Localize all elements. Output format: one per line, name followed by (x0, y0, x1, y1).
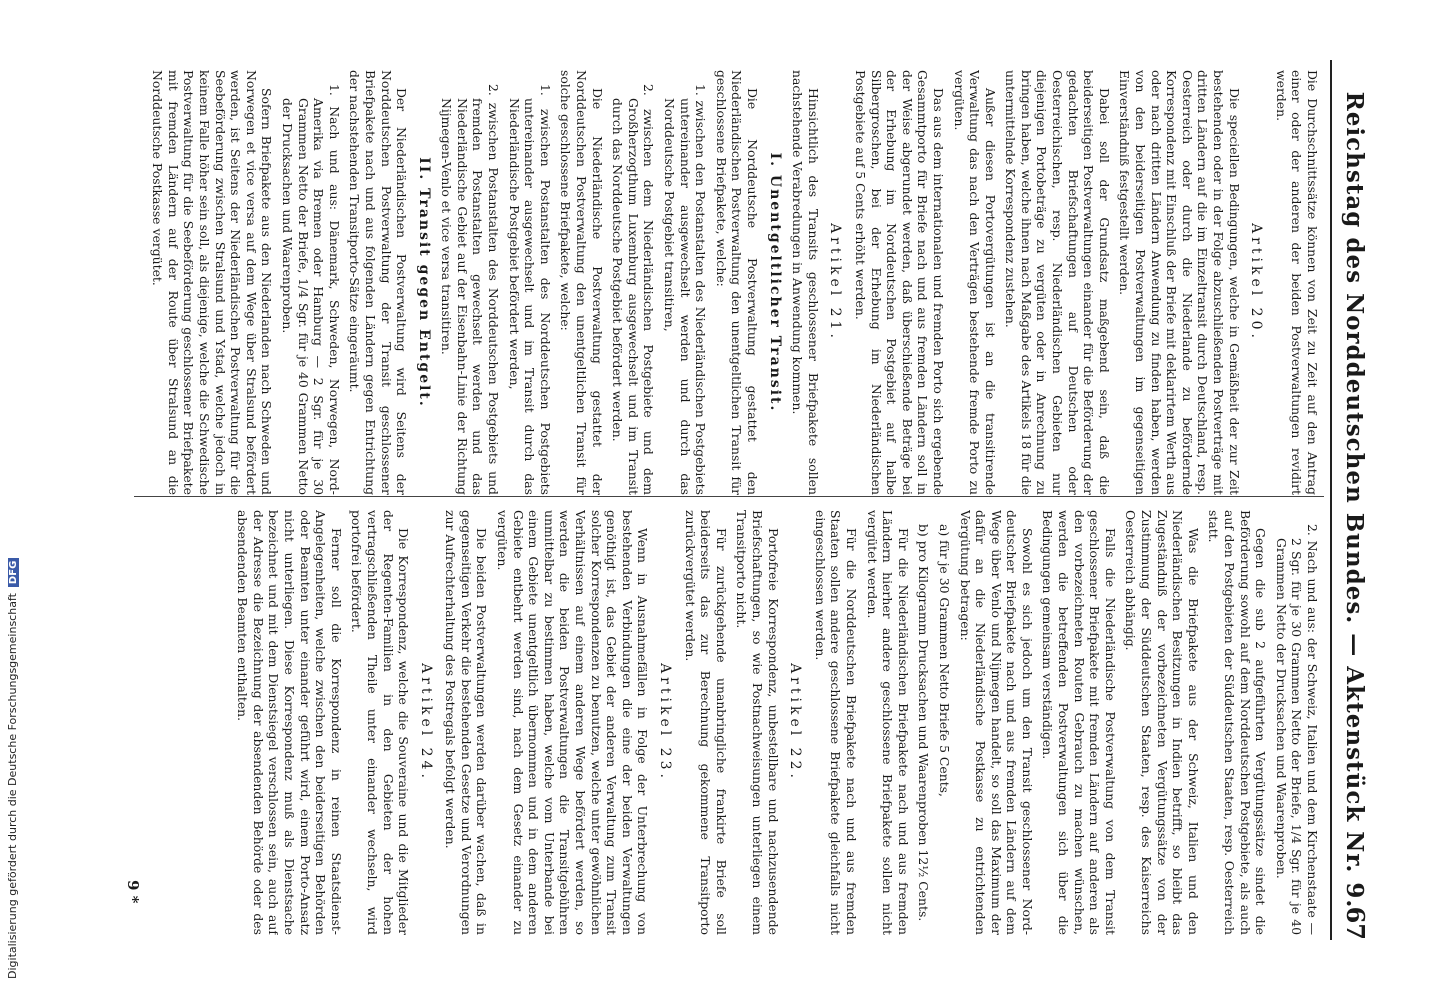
paragraph: Sowohl es sich jedoch um den Transit geschlossener Norddeutscher Briefpakete nach und aus fremden Ländern auf dem Wege über Venlo und Nijmegen handelt, so soll das Maximum der dafür an die Niederländische Postkasse zu entrichtenden Vergütung betragen: (957, 510, 1035, 935)
paragraph: Außer diesen Portovergütungen ist an die transitirende Verwaltung das nach den Verträgen bestehende fremde Porto zu vergüten. (951, 70, 998, 495)
article-heading: Artikel 21. (827, 223, 844, 342)
paragraph: Für die Niederländischen Briefpakete nach und aus fremden Ländern hierher andere geschlossene Briefpakete sollen nicht vergütet werden. (864, 510, 911, 935)
paragraph: Das aus dem internationalen und fremden Porto sich ergebende Gesammtporto für Briefe nach und aus fremden Ländern soll in der Weise abgerundet werden, daß überschießende Beträge bei der Erhebung im Norddeutschen Postgebiet auf halbe Silbergroschen, bei der Erhebung im Niederländischen Postgebiete auf 5 Cents erhöht werden. (852, 70, 946, 495)
digitization-credit (6, 558, 19, 979)
article-heading: Artikel 20. (1248, 223, 1265, 342)
signature-mark: 9 * (124, 880, 142, 904)
credit-text: Digitalisierung gefördert durch die Deutsche Forschungsgemeinschaft (6, 593, 19, 979)
header-rule (1330, 60, 1332, 940)
paragraph: Die speciellen Bedingungen, welche in Gemäßheit der zur Zeit bestehenden oder in der Folge abzuschließenden Postverträge mit dritten Ländern auf die im Einzeltransit durch Deutschland, resp. Oesterreich oder durch die Niederlande zu befördernde Korrespondenz mit Einschluß der Briefe mit deklarirtem Werth aus oder nach dritten Ländern Anwendung zu finden haben, werden von den beiderseitigen Postverwaltungen im gegenseitigen Einverständniß festgestellt werden. (1117, 70, 1242, 495)
list-item: 1. zwischen den Postanstalten des Niederländischen Postgebiets untereinander ausgewechselt werden und durch das Norddeutsche Postgebiet transitiren, (662, 84, 709, 495)
paragraph: Die Durchschnittssätze können von Zeit zu Zeit auf den Antrag einer oder der anderen der beiden Postverwaltungen revidirt werden. (1273, 70, 1320, 495)
list-item: 2. zwischen dem Niederländischen Postgebiete und dem Großherzogthum Luxemburg ausgewechselt und im Transit durch das Norddeutsche Postgebiet befördert werden. (610, 84, 657, 495)
list-item: 1. zwischen Postanstalten des Norddeutschen Postgebiets untereinander ausgewechselt und im Transit durch das Niederländische Postgebiet befördert werden, (506, 84, 553, 495)
list-item: b) pro Kilogramm Drucksachen und Waarenproben 12½ Cents. (916, 524, 932, 922)
article-heading: Artikel 24. (417, 663, 434, 782)
section-heading: I. Unentgeltlicher Transit. (766, 152, 783, 413)
left-column (140, 70, 1320, 495)
paragraph: Dabei soll der Grundsatz maßgebend sein, daß die beiderseitigen Postverwaltungen einander für die Beförderung der gedachten Briefschaftungen auf Deutschen oder Oesterreichischen, resp. Niederländischen Gebieten nur diejenigen Portobeträge zu vergüten oder in Anrechnung zu bringen haben, welche ihnen nach Maßgabe des Artikels 18 für die untermittelnde Korrespondenz zustehen. (1003, 70, 1112, 495)
paragraph: Ferner soll die Korrespondenz in reinen Staatsdienst-Angelegenheiten, welche zwischen den beiderseitigen Behörden oder Beamten unter einander geführt wird, einem Porto-Ansatz nicht unterliegen. Diese Korrespondenz muß als Dienstsache bezeichnet und mit dem Dienstsiegel verschlossen sein, auch auf der Adresse die Bezeichnung der absendenden Behörde oder des absendenden Beamten enthalten. (235, 510, 344, 935)
page-header (1334, 60, 1374, 940)
paragraph: Hinsichtlich des Transits geschlossener Briefpakete sollen nachstehende Verabredungen in Anwendung kommen. (790, 70, 821, 495)
paragraph: Gegen die sub 2 aufgeführten Vergütungssätze sindet die Beförderung sowohl auf dem Norddeutschen Postgebiete, als auch auf den Postgebieten der Süddeutschen Staaten, resp. Oesterreich statt. (1206, 510, 1269, 935)
paragraph: Die Niederländische Postverwaltung gestattet der Norddeutschen Postverwaltung den unentgeltlichen Transit für solche geschlossene Briefpakete, welche: (558, 70, 605, 495)
paragraph: Die Korrespondenz, welche die Souveraine und die Mitglieder der Regenten-Familien in den Gebieten der hohen vertragschließenden Theile unter einander wechseln, wird portofrei befördert. (349, 510, 412, 935)
list-item: a) für je 30 Grammen Netto Briefe 5 Cents, (936, 524, 952, 797)
column-divider (134, 496, 1324, 497)
paragraph: Sofern Briefpakete aus den Niederlanden nach Schweden und Norwegen et vice versa auf dem Wege über Stralsund befördert werden, ist Seitens der Niederländischen Postverwaltung für die Seebeförderung zwischen Stralsund und Ystad, welche jedoch in keinem Falle höher sein soll, als diejenige, welche die Schwedische Postverwaltung für die Seebeförderung geschlossener Briefpakete mit fremden Ländern auf der Route über Stralsund an die Norddeutsche Postkasse vergütet. (150, 70, 275, 495)
right-column (140, 510, 1320, 935)
paragraph: Für zurückgehende unanbringliche frankirte Briefe soll beiderseits das zur Berechnung gekommene Transitporto zurückvergütet werden. (682, 510, 729, 935)
section-heading: II. Transit gegen Entgelt. (415, 157, 432, 408)
dfg-logo: DFG (8, 558, 19, 587)
list-item: 2. Nach und aus: der Schweiz, Italien und dem Kirchenstaate — 2 Sgr. für je 30 Grammen Netto der Briefe, 1/4 Sgr. für je 40 Grammen Netto der Drucksachen und Waarenproben. (1273, 524, 1320, 935)
paragraph: Für die Norddeutschen Briefpakete nach und aus fremden Staaten sollen andere geschlossene Briefpakete gleichfalls nicht eingeschlossen werden. (812, 510, 859, 935)
paragraph: Was die Briefpakete aus der Schweiz, Italien und den Niederländischen Besitzungen in Indien betrifft, so bleibt das Zugeständniß der vorbezeichneten Vergütungssätze von der Zustimmung der Süddeutschen Staaten, resp. des Kaiserreichs Oesterreich abhängig. (1123, 510, 1201, 935)
article-heading: Artikel 22. (787, 663, 804, 782)
page-number: 67 (1341, 906, 1370, 940)
paragraph: Portofreie Korrespondenz, unbestellbare und nachzusendende Briefschaftungen, so wie Postnachweisungen unterliegen einem Transitporto nicht. (734, 510, 781, 935)
paragraph: Der Niederländischen Postverwaltung wird Seitens der Norddeutschen Postverwaltung der Transit geschlossener Briefpakete nach und aus folgenden Ländern gegen Entrichtung der nachstehenden Transitporto-Sätze eingeräumt. (347, 70, 410, 495)
paragraph: Falls die Niederländische Postverwaltung von dem Transit geschlossener Briefpakete mit fremden Ländern auf anderen als den vorbezeichneten Routen Gebrauch zu machen wünschen, werden die betreffenden Postverwaltungen sich über die Bedingungen gemeinsam verständigen. (1040, 510, 1118, 935)
paragraph: Die beiden Postverwaltungen werden darüber wachen, daß in gegenseitigen Verkehr die bestehenden Gesetze und Verordnungen zur Aufrechterhaltung des Postregals befolgt werden. (443, 510, 490, 935)
list-item: 2. zwischen Postanstalten des Norddeutschen Postgebiets und fremden Postanstalten gewechselt werden und das Niederländische Gebiet auf der Eisenbahn-Linie der Richtung Nijmegen-Venlo et vice versa transitiren. (439, 84, 502, 495)
page-title: Reichstag des Norddeutschen Bundes. — Aktenstück Nr. 9. (1341, 91, 1368, 909)
paragraph: Wenn in Ausnahmefällen in Folge der Unterbrechung von bestehenden Verbindungen die eine der beiden Verwaltungen genöthigt ist, das Gebiet der anderen Verwaltung zum Transit solcher Korrespondenzen zu benutzen, welche unter gewöhnlichen Verhältnissen auf einem anderen Wege befördert werden, so werden die beiden Postverwaltungen die Transitgebühren unmittelbar zu bestimmen haben, welche vom Unterbande bei einem Gebiete unentgeltlich übernommen und in dem anderen Gebiete entbehrt werden sind, nach dem Gesetz einander zu vergüten. (495, 510, 651, 935)
article-heading: Artikel 23. (657, 663, 674, 782)
paragraph: Die Norddeutsche Postverwaltung gestattet den Niederländischen Postverwaltung den unentgeltlichen Transit für geschlossene Briefpakete, welche: (713, 70, 760, 495)
list-item: 1. Nach und aus: Dänemark, Schweden, Norwegen, Nord-Amerika via Bremen oder Hamburg — 2 Sgr. für je 30 Grammen Netto der Briefe, 1/4 Sgr. für je 40 Grammen Netto der Drucksachen und Waarenproben. (279, 84, 342, 495)
